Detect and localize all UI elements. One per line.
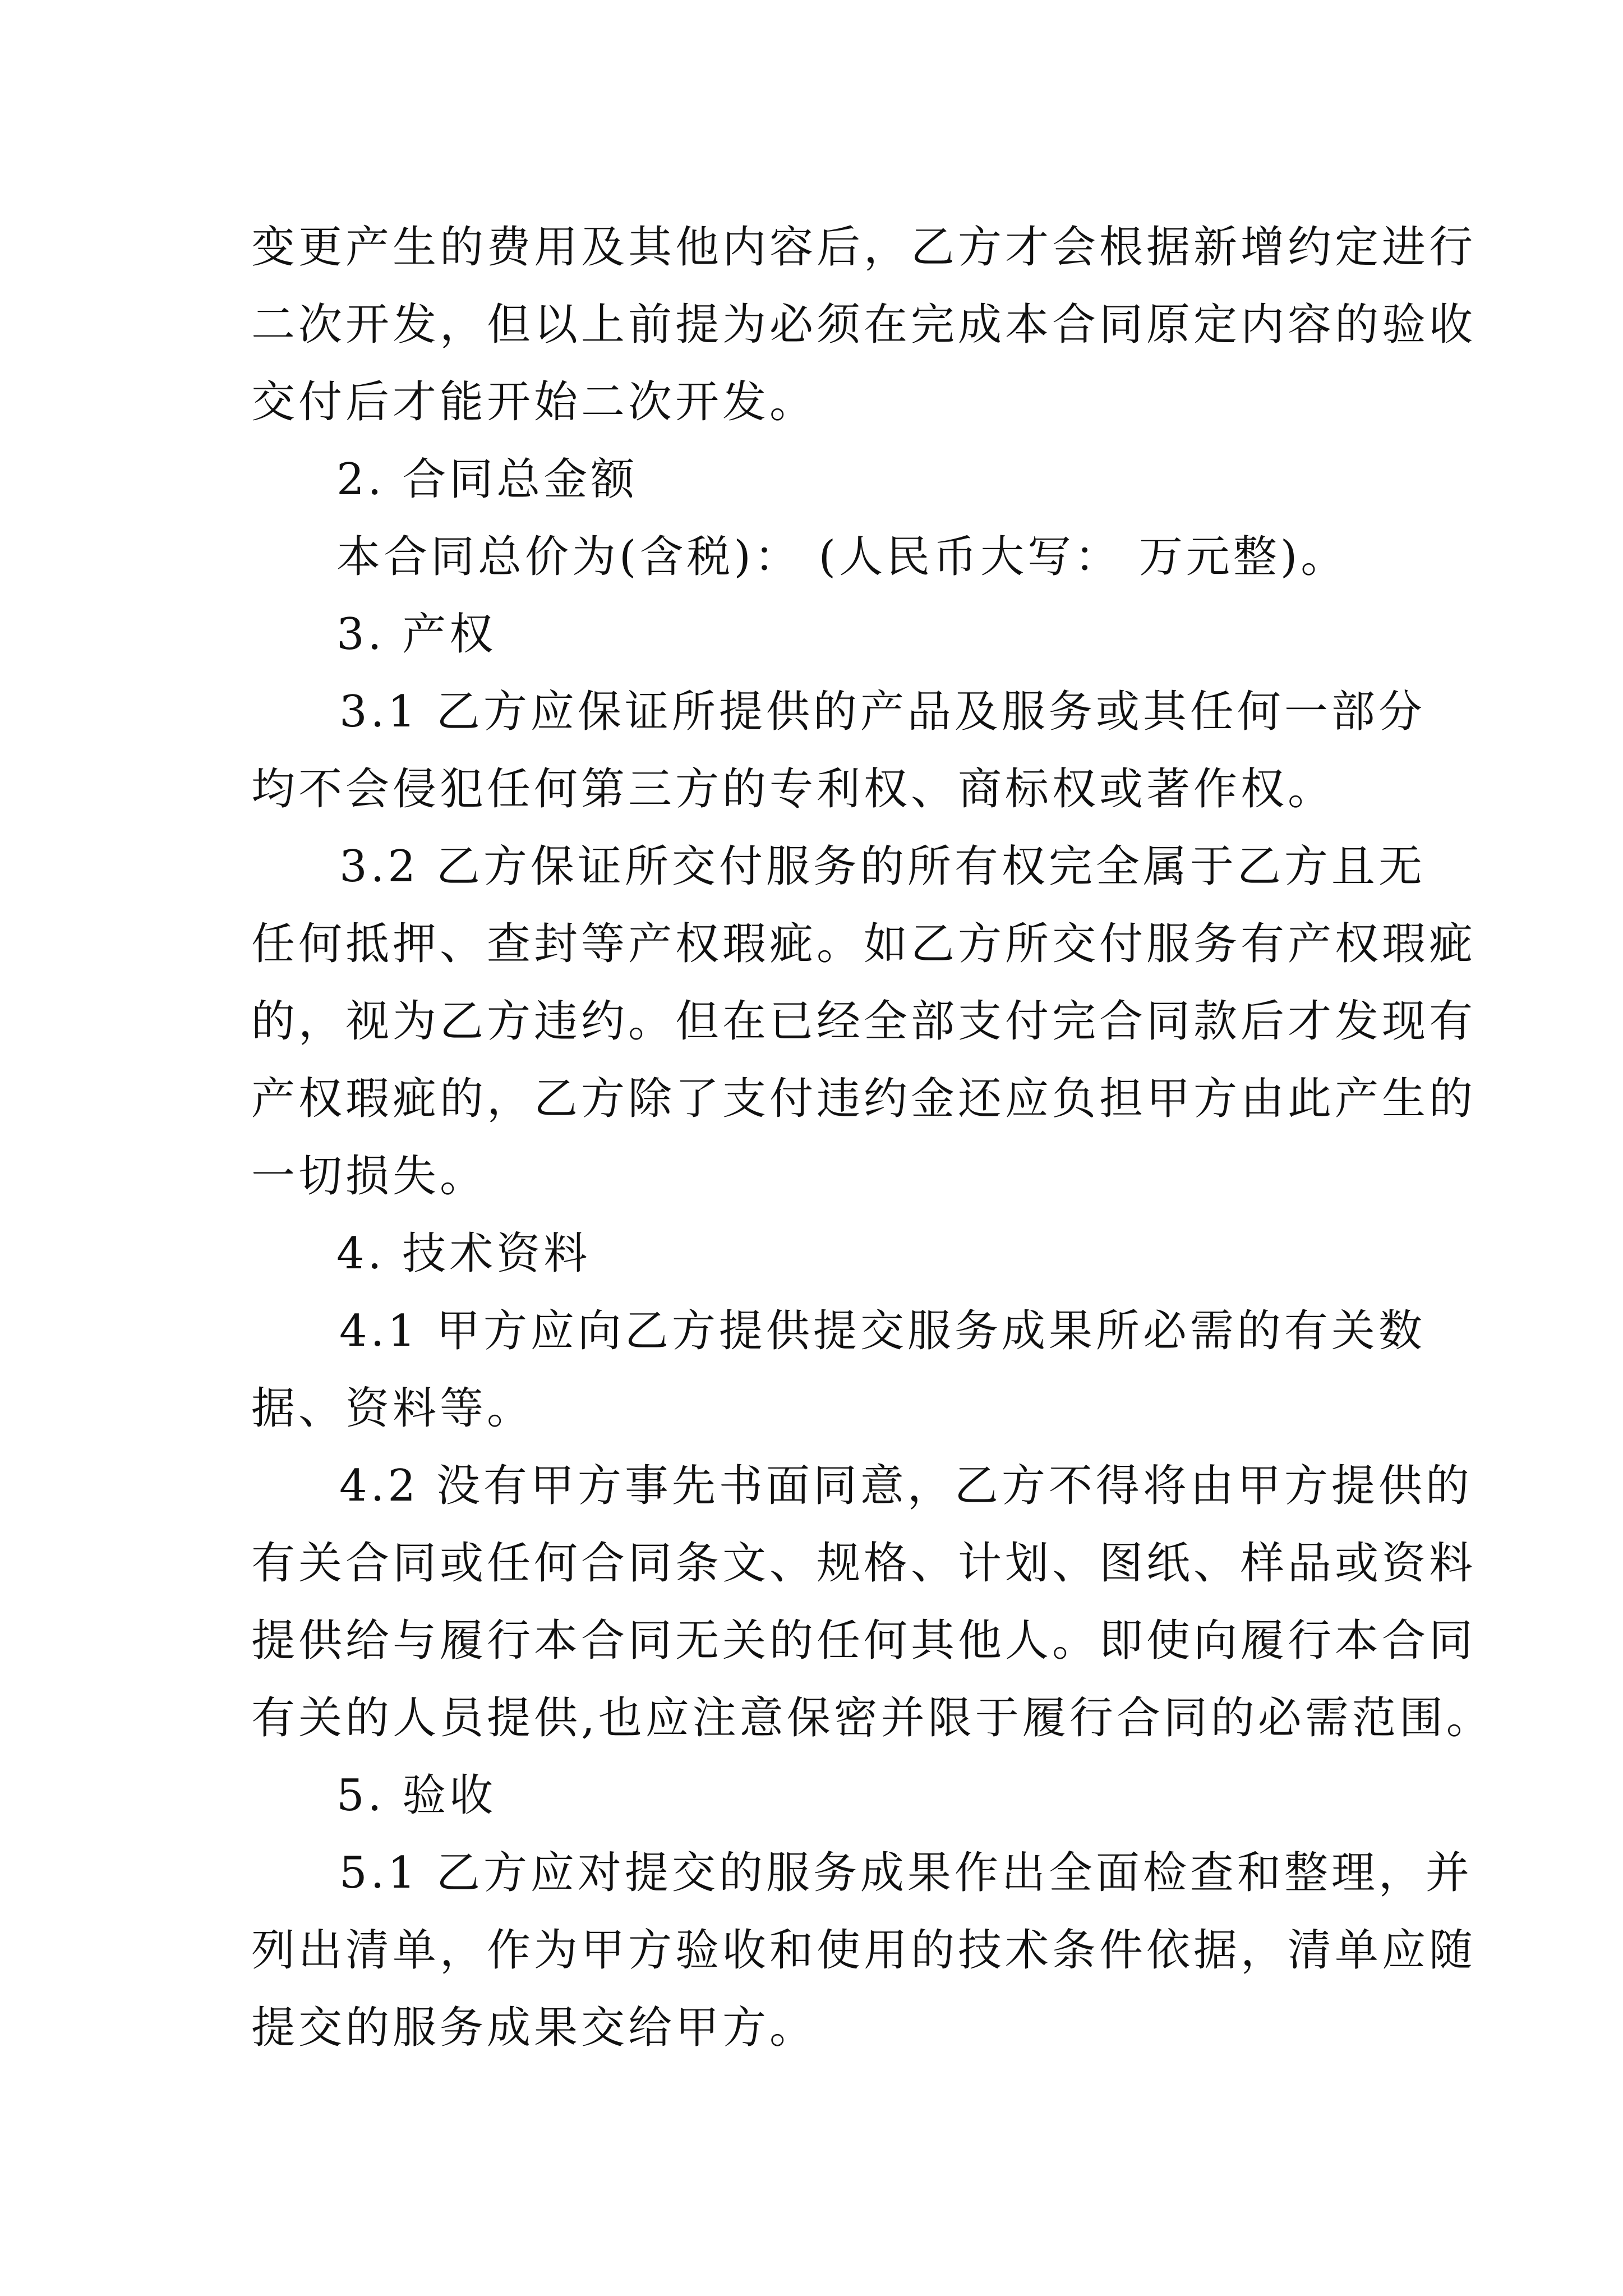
text-line: 变更产生的费用及其他内容后，乙方才会根据新增约定进行 <box>251 222 1477 273</box>
clause-3-1-line: 3.1 乙方应保证所提供的产品及服务或其任何一部分 <box>339 687 1426 737</box>
text-line: 一切损失。 <box>251 1151 487 1202</box>
text-line: 的，视为乙方违约。但在已经全部支付完合同款后才发现有 <box>251 996 1477 1047</box>
text-line: 均不会侵犯任何第三方的专利权、商标权或著作权。 <box>251 764 1335 815</box>
section-heading-contract-amount: 2. 合同总金额 <box>336 454 638 505</box>
text-line: 任何抵押、查封等产权瑕疵。如乙方所交付服务有产权瑕疵 <box>251 919 1477 969</box>
text-line: 有关合同或任何合同条文、规格、计划、图纸、样品或资料 <box>251 1538 1477 1589</box>
text-line: 交付后才能开始二次开发。 <box>251 377 817 427</box>
clause-5-1-line: 5.1 乙方应对提交的服务成果作出全面检查和整理，并 <box>339 1848 1473 1898</box>
section-heading-property-rights: 3. 产权 <box>336 609 497 660</box>
text-line: 有关的人员提供,也应注意保密并限于履行合同的必需范围。 <box>251 1693 1493 1743</box>
section-heading-acceptance: 5. 验收 <box>336 1770 497 1821</box>
text-line: 提交的服务成果交给甲方。 <box>251 2003 817 2053</box>
text-line: 二次开发，但以上前提为必须在完成本合同原定内容的验收 <box>251 300 1477 350</box>
text-line: 据、资料等。 <box>251 1383 534 1434</box>
text-line: 产权瑕疵的，乙方除了支付违约金还应负担甲方由此产生的 <box>251 1074 1477 1124</box>
text-line: 提供给与履行本合同无关的任何其他人。即使向履行本合同 <box>251 1616 1477 1666</box>
text-line: 列出清单，作为甲方验收和使用的技术条件依据，清单应随 <box>251 1925 1477 1976</box>
document-page <box>251 209 1493 2067</box>
text-line-total-price: 本合同总价为(含税)： (人民币大写： 万元整)。 <box>336 532 1348 582</box>
clause-3-2-line: 3.2 乙方保证所交付服务的所有权完全属于乙方且无 <box>339 841 1426 892</box>
section-heading-technical-data: 4. 技术资料 <box>336 1228 591 1279</box>
clause-4-1-line: 4.1 甲方应向乙方提供提交服务成果所必需的有关数 <box>339 1306 1426 1356</box>
clause-4-2-line: 4.2 没有甲方事先书面同意，乙方不得将由甲方提供的 <box>339 1461 1473 1511</box>
